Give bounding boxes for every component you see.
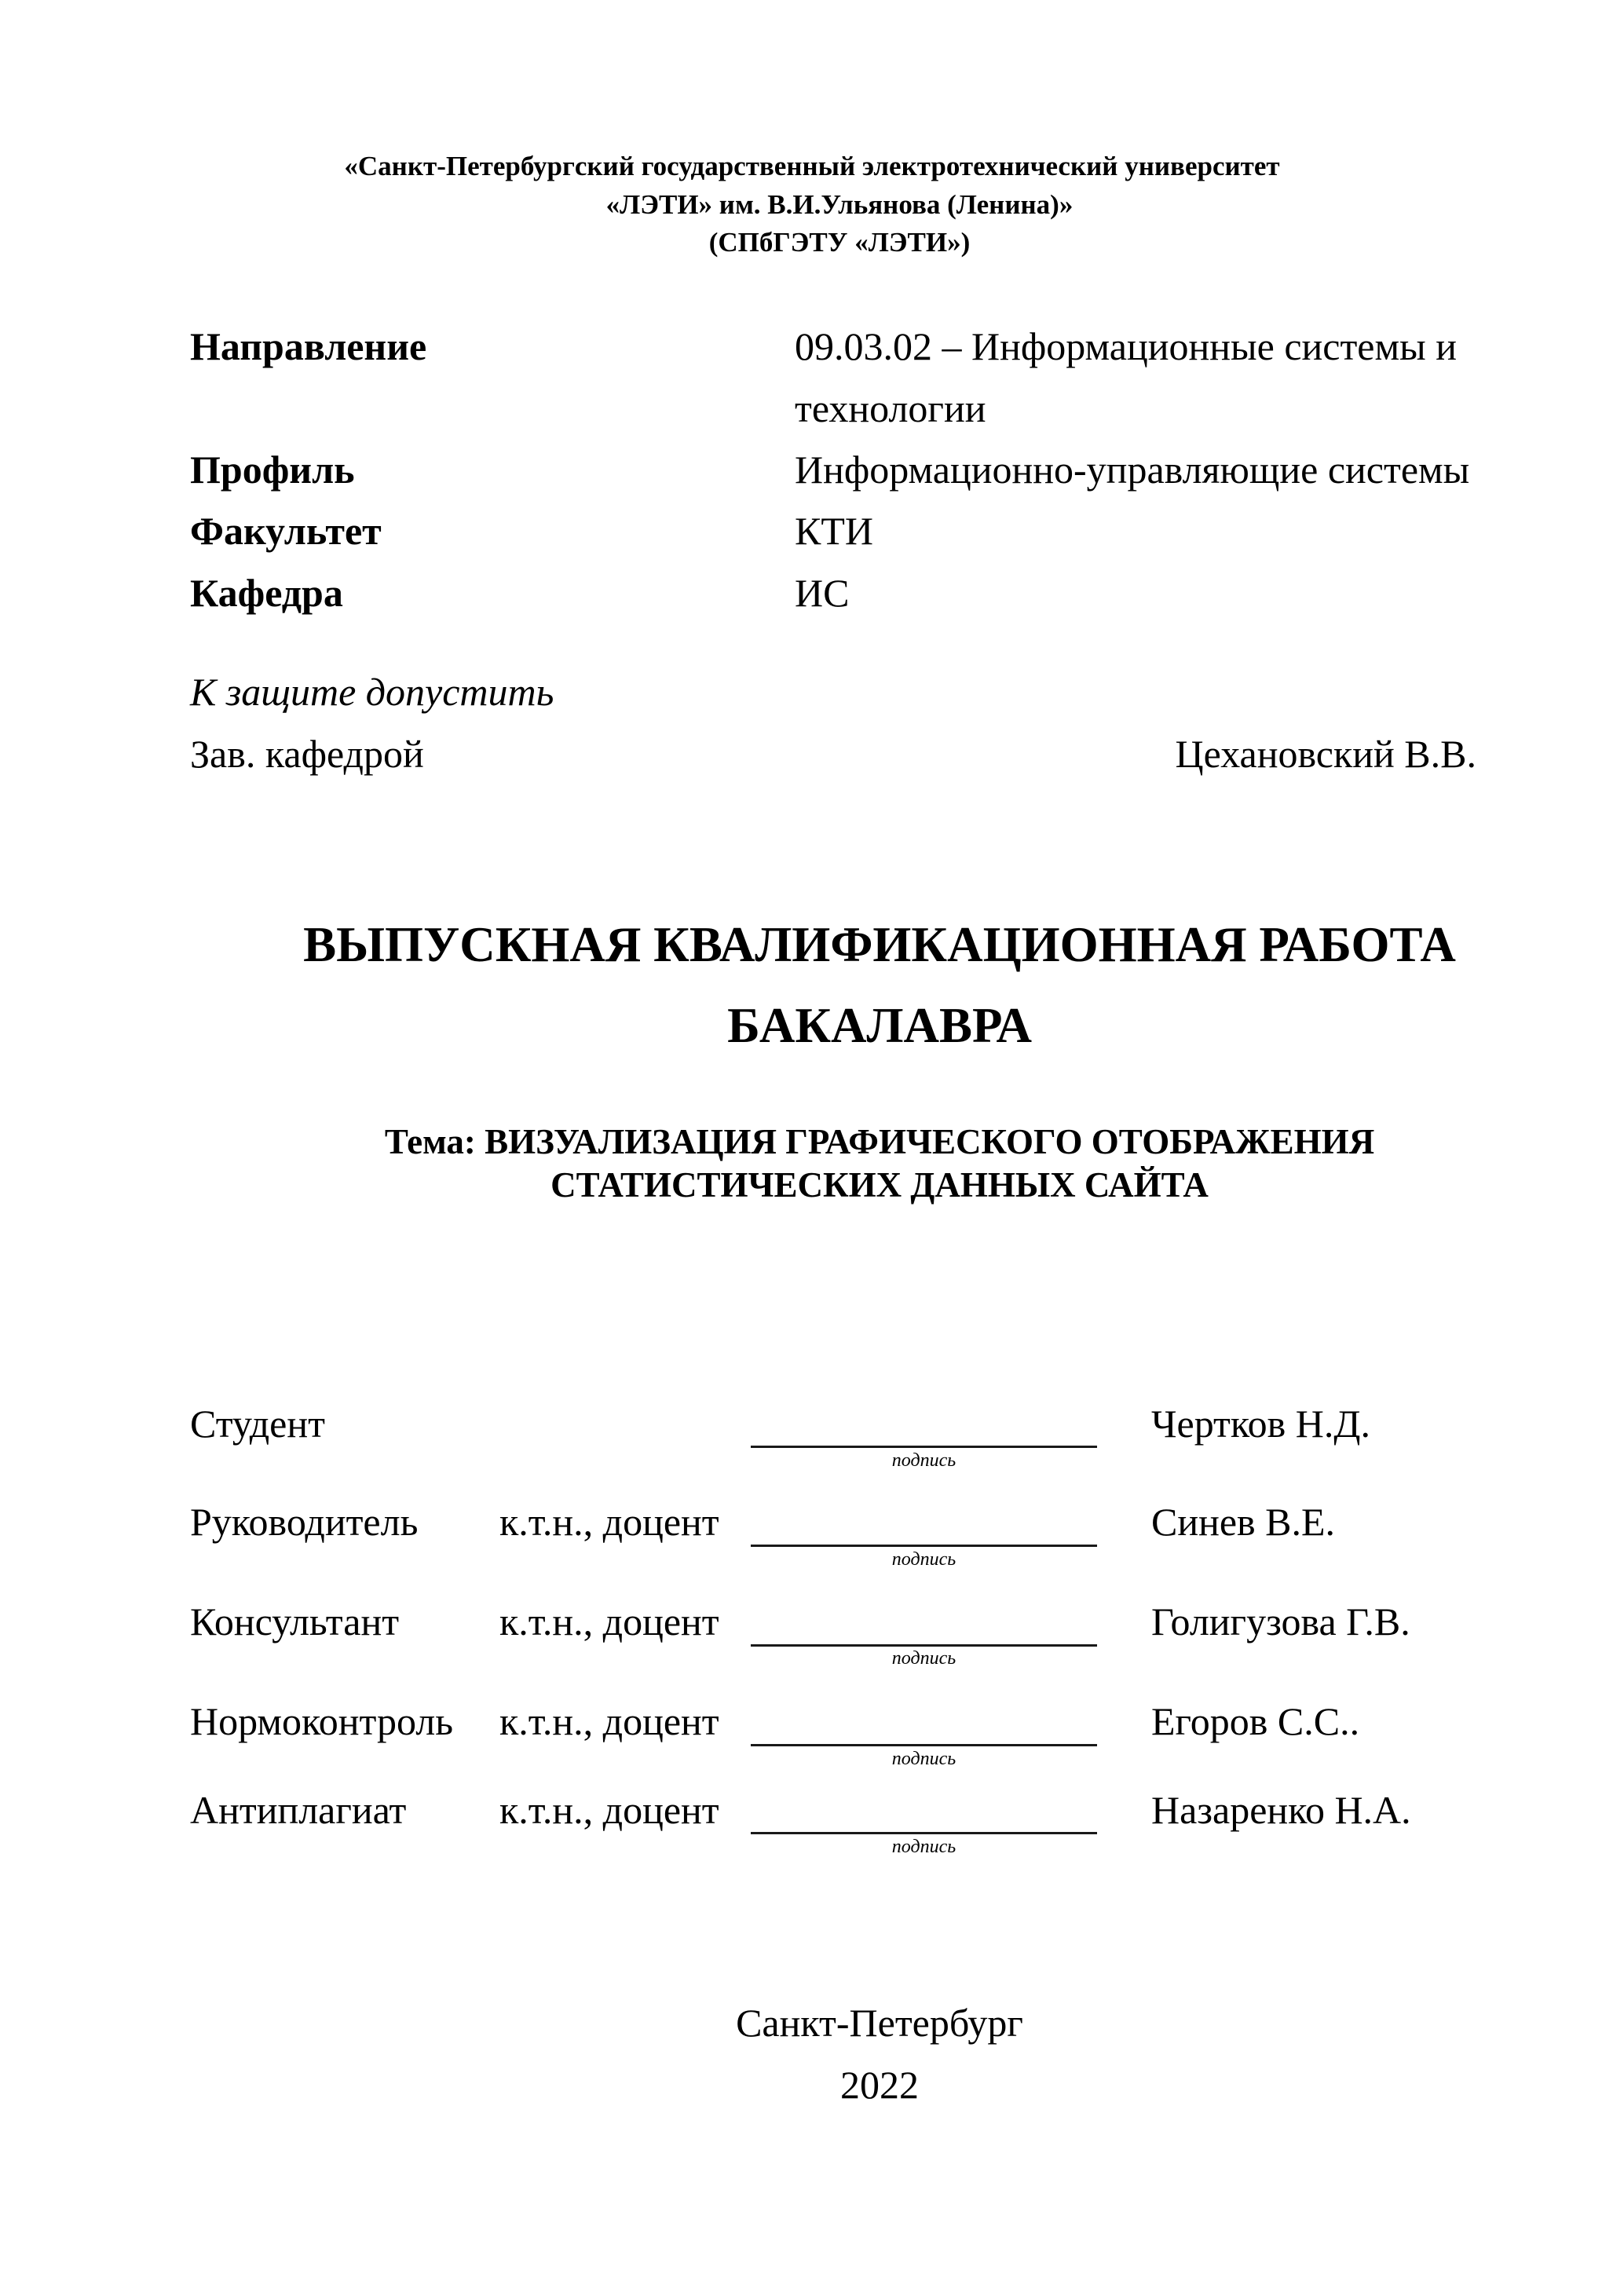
signature-caption: подпись xyxy=(891,1549,956,1570)
signature-line xyxy=(751,1446,1097,1448)
info-value-faculty: КТИ xyxy=(795,509,873,553)
signature-line xyxy=(751,1744,1097,1746)
thesis-topic-line2: СТАТИСТИЧЕСКИХ ДАННЫХ САЙТА xyxy=(550,1165,1209,1205)
signatory-degree: к.т.н., доцент xyxy=(499,1600,719,1643)
signature-caption: подпись xyxy=(891,1648,956,1669)
head-of-department-name: Цехановский В.В. xyxy=(1175,732,1476,776)
info-value-direction-cont: технологии xyxy=(795,386,986,430)
info-value-profile: Информационно-управляющие системы xyxy=(795,448,1470,492)
university-abbreviation: (СПбГЭТУ «ЛЭТИ») xyxy=(708,227,971,258)
signatory-name: Чертков Н.Д. xyxy=(1151,1402,1370,1446)
signatory-degree: к.т.н., доцент xyxy=(499,1788,719,1832)
signature-role: Антиплагиат xyxy=(190,1788,407,1832)
university-name-line2: «ЛЭТИ» им. В.И.Ульянова (Ленина)» xyxy=(605,189,1074,220)
info-value-direction: 09.03.02 – Информационные системы и xyxy=(795,324,1457,368)
info-value-department: ИС xyxy=(795,571,850,615)
university-name-line1: «Санкт-Петербургский государственный электротехнический университет xyxy=(344,151,1280,181)
signature-caption: подпись xyxy=(891,1749,956,1769)
signatory-name: Егоров С.С.. xyxy=(1151,1699,1360,1743)
signatory-name: Голигузова Г.В. xyxy=(1151,1600,1410,1643)
admit-to-defense: К защите допустить xyxy=(190,670,554,714)
signatory-name: Синев В.Е. xyxy=(1151,1500,1336,1544)
info-label-faculty: Факультет xyxy=(190,509,382,553)
signature-role: Нормоконтроль xyxy=(190,1699,454,1743)
signatory-name: Назаренко Н.А. xyxy=(1151,1788,1411,1832)
signature-caption: подпись xyxy=(891,1450,956,1471)
signature-role: Руководитель xyxy=(190,1500,419,1544)
thesis-topic-line1: Тема: ВИЗУАЛИЗАЦИЯ ГРАФИЧЕСКОГО ОТОБРАЖЕНИЯ xyxy=(384,1122,1375,1161)
signature-line xyxy=(751,1832,1097,1834)
signature-line xyxy=(751,1644,1097,1647)
year: 2022 xyxy=(840,2063,919,2107)
signatory-degree: к.т.н., доцент xyxy=(499,1500,719,1544)
signature-role: Консультант xyxy=(190,1600,400,1643)
document-title-line2: БАКАЛАВРА xyxy=(727,998,1032,1053)
info-label-profile: Профиль xyxy=(190,448,355,492)
signature-line xyxy=(751,1545,1097,1547)
signature-caption: подпись xyxy=(891,1837,956,1857)
info-label-direction: Направление xyxy=(190,324,427,368)
city: Санкт-Петербург xyxy=(736,2001,1023,2045)
signatory-degree: к.т.н., доцент xyxy=(499,1699,719,1743)
info-label-department: Кафедра xyxy=(190,571,343,615)
head-of-department-label: Зав. кафедрой xyxy=(190,732,424,776)
document-title: ВЫПУСКНАЯ КВАЛИФИКАЦИОННАЯ РАБОТА xyxy=(303,917,1456,972)
signature-role: Студент xyxy=(190,1402,325,1446)
